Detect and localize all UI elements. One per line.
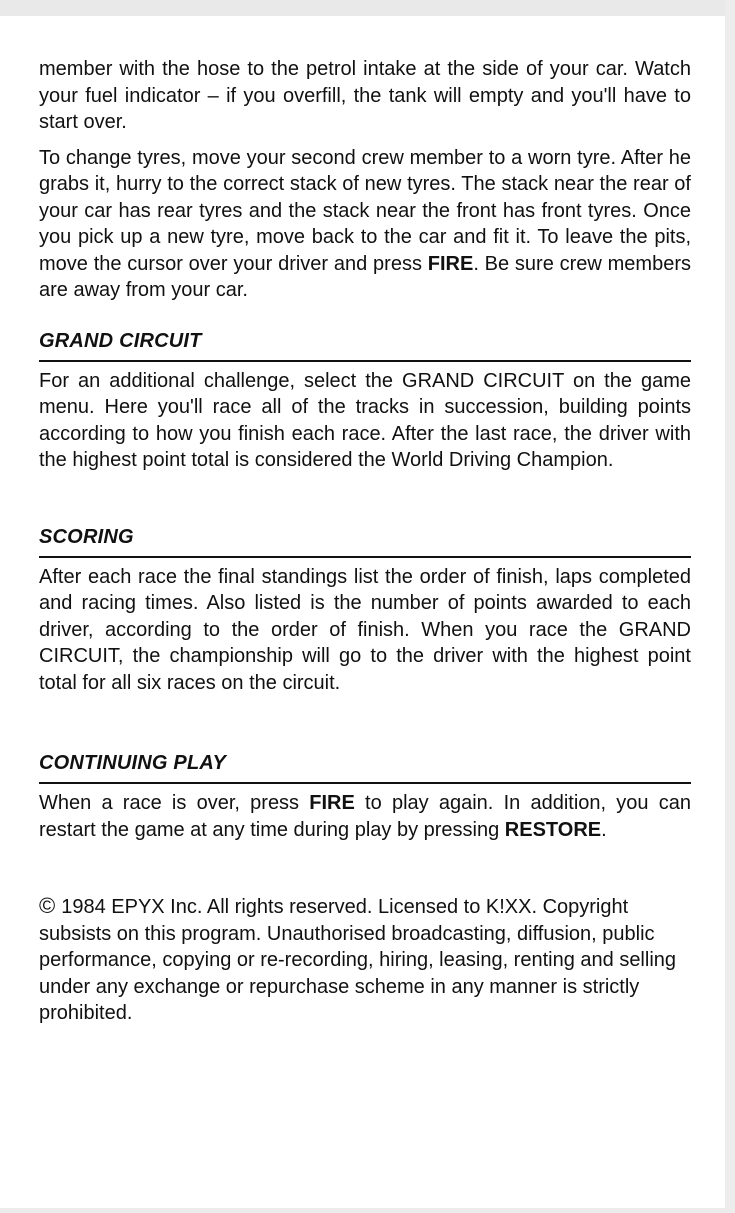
restore-keyword: RESTORE [504, 818, 602, 841]
grand-circuit-section [39, 328, 691, 474]
copyright-notice [39, 893, 691, 1027]
continuing-play-heading: CONTINUING PLAY [39, 752, 227, 774]
page-content [39, 56, 691, 1027]
continuing-text-middle: to play again. In addition, you can restart the game at any time during play by pressing [39, 792, 691, 841]
tyre-text-end: . Be sure crew members are away from your car. [39, 252, 691, 301]
continuing-text-start: When a race is over, press [39, 792, 310, 814]
continuing-play-section [39, 750, 691, 843]
section-divider [39, 360, 691, 362]
grand-circuit-heading: GRAND CIRCUIT [39, 329, 202, 352]
scoring-heading: SCORING [39, 525, 134, 548]
continuing-play-text [39, 790, 691, 843]
grand-circuit-text: For an additional challenge, select the GRAND CIRCUIT on the game menu. Here you'll race all of the tracks in succession, building points according to how you finish each race. After the last race, the driver with the highest point total is considered the World Driving Champion. [39, 369, 691, 471]
section-divider [39, 782, 691, 784]
tyre-text-start: To change tyres, move your second crew member to a worn tyre. After he grabs it, hurry to the correct stack of new tyres. The stack near the rear of your car has rear tyres and the stack near the front has front tyres. Once you pick up a new tyre, move back to the car and fit it. To leave the pits, move the cursor over your driver and press [39, 146, 691, 275]
section-divider [39, 556, 691, 558]
copyright-text: 1984 EPYX Inc. All rights reserved. Licensed to K!XX. Copyright subsists on this program. Unauthorised broadcasting, diffusion, public performance, copying or re-recording, hiring, leasing, renting and selling under any exchange or repurchase scheme in any manner is strictly prohibited. [39, 896, 677, 1024]
scoring-section [39, 524, 691, 697]
fire-keyword: FIRE [427, 252, 474, 275]
scan-right-edge [725, 0, 735, 1213]
scan-bottom-edge [0, 1208, 735, 1213]
scan-top-edge [0, 0, 735, 16]
scoring-text: After each race the final standings list the order of finish, laps completed and racing times. Also listed is the number of points awarded to each driver, according to the order of finish. When you race the GRAND CIRCUIT, the championship will go to the driver with the highest point total for all six races on the circuit. [39, 565, 691, 694]
pit-fuel-paragraph: member with the hose to the petrol intake at the side of your car. Watch your fuel indicator – if you overfill, the tank will empty and you'll have to start over. [39, 58, 691, 133]
continuing-text-end: . [601, 818, 607, 841]
copyright-icon: © [39, 893, 56, 918]
fire-keyword: FIRE [309, 792, 355, 814]
tyre-change-paragraph [39, 145, 691, 304]
